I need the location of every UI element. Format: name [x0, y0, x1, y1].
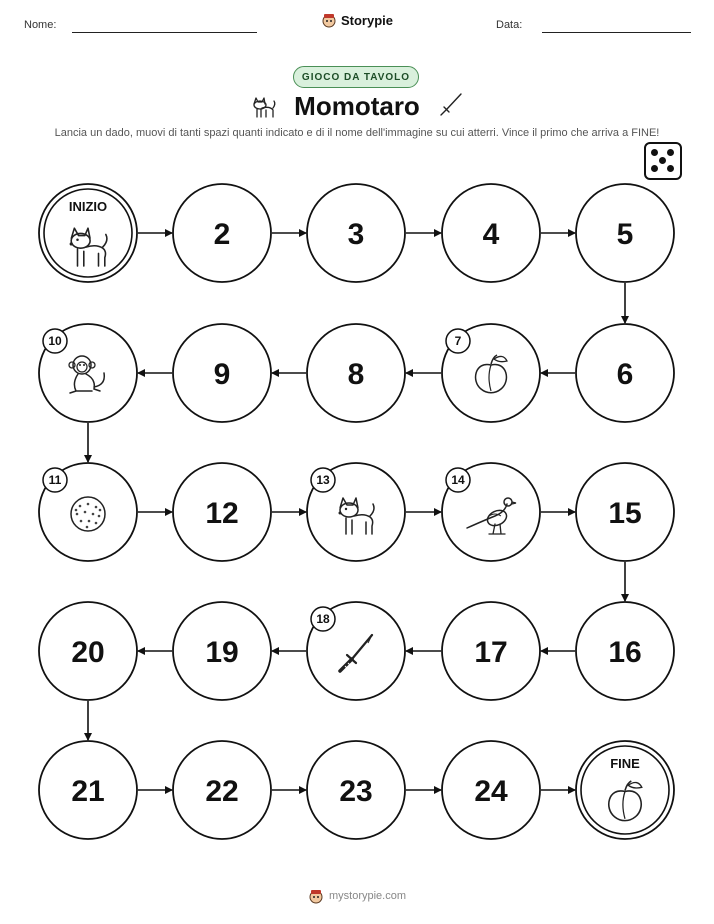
space-number: 11	[48, 473, 62, 487]
space-number: 14	[451, 473, 465, 487]
board-space-3	[307, 184, 405, 282]
board-space-21	[39, 741, 137, 839]
space-number: 4	[482, 218, 500, 251]
footer	[0, 888, 714, 904]
board-space-1	[39, 184, 137, 282]
space-number: 5	[616, 218, 634, 251]
board-space-6	[576, 324, 674, 422]
space-number: 15	[608, 497, 642, 530]
board-space-8	[307, 324, 405, 422]
start-label: INIZIO	[68, 199, 108, 214]
finish-label: FINE	[610, 756, 640, 771]
footer-url[interactable]: mystorypie.com	[328, 890, 407, 902]
board-space-20	[39, 602, 137, 700]
space-number: 19	[205, 636, 239, 669]
board-space-22	[173, 741, 271, 839]
space-number-badge	[43, 329, 67, 353]
board-space-14	[442, 463, 540, 561]
space-number: 21	[71, 775, 105, 808]
board-space-7	[442, 324, 540, 422]
space-number: 20	[71, 636, 105, 669]
space-number: 6	[616, 358, 634, 391]
board-space-10	[39, 324, 137, 422]
board-space-9	[173, 324, 271, 422]
space-number: 10	[48, 334, 62, 348]
date-label: Data:	[496, 19, 523, 31]
space-number-badge	[446, 329, 470, 353]
space-number: 7	[454, 334, 462, 348]
space-number-badge	[43, 468, 67, 492]
board-space-13	[307, 463, 405, 561]
space-number: 8	[347, 358, 365, 391]
board-space-11	[39, 463, 137, 561]
board-space-23	[307, 741, 405, 839]
space-number: 17	[474, 636, 508, 669]
space-number: 9	[213, 358, 231, 391]
brand-name: Storypie	[340, 12, 393, 28]
space-number: 12	[205, 497, 239, 530]
page-title: Momotaro	[294, 91, 420, 121]
space-number: 2	[213, 218, 231, 251]
space-number: 22	[205, 775, 239, 808]
board-space-5	[576, 184, 674, 282]
space-number-badge	[311, 468, 335, 492]
board-space-17	[442, 602, 540, 700]
category-badge: GIOCO DA TAVOLO	[293, 66, 419, 88]
name-label: Nome:	[24, 19, 57, 31]
space-number: 13	[316, 473, 330, 487]
board-space-19	[173, 602, 271, 700]
board-space-4	[442, 184, 540, 282]
space-number: 24	[474, 775, 508, 808]
board-space-25	[576, 741, 674, 839]
board-space-18	[307, 602, 405, 700]
space-number: 16	[608, 636, 642, 669]
board-space-12	[173, 463, 271, 561]
board-space-2	[173, 184, 271, 282]
space-number-badge	[446, 468, 470, 492]
board-space-15	[576, 463, 674, 561]
board-space-16	[576, 602, 674, 700]
board-space-24	[442, 741, 540, 839]
space-number: 23	[339, 775, 373, 808]
space-number: 3	[347, 218, 365, 251]
space-number: 18	[316, 612, 330, 626]
space-number-badge	[311, 607, 335, 631]
storypie-logo-icon	[308, 888, 324, 904]
instructions: Lancia un dado, muovi di tanti spazi quanti indicato e di il nome dell'immagine su cui atterri. Vince il primo che arriva a FINE!	[54, 127, 660, 139]
